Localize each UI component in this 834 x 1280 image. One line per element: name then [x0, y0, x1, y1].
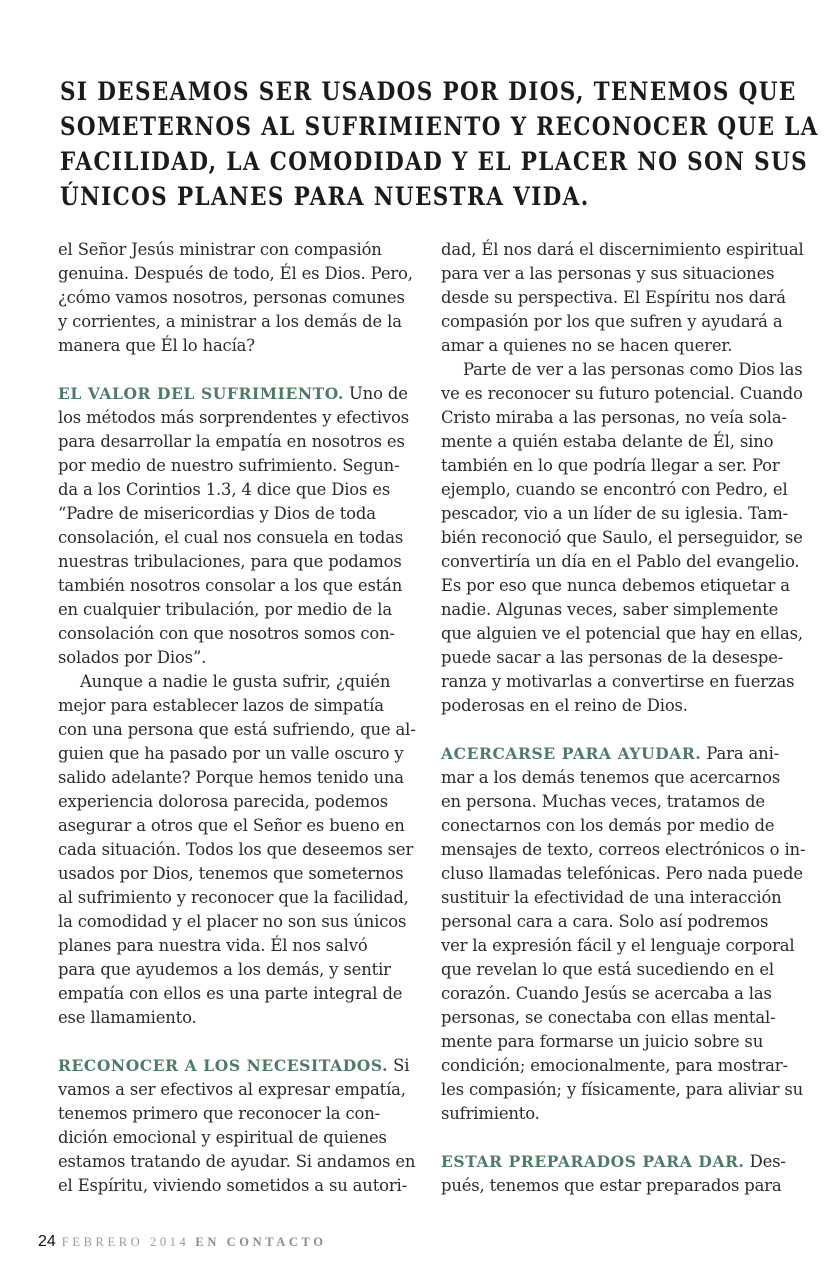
text-line: poderosas en el reino de Dios. — [441, 696, 688, 715]
text-line: experiencia dolorosa parecida, podemos — [58, 792, 389, 811]
text-line: y corrientes, a ministrar a los demás de la — [58, 312, 402, 331]
text-line: para ver a las personas y sus situaciones — [441, 264, 775, 283]
text-line: asegurar a otros que el Señor es bueno en — [58, 816, 405, 835]
section-el-valor-del-sufrimiento — [58, 382, 420, 670]
text-line: personal cara a cara. Solo así podremos — [441, 912, 769, 931]
text-line: Uno de — [343, 384, 408, 403]
text-line: corazón. Cuando Jesús se acercaba a las — [441, 984, 772, 1003]
text-line: planes para nuestra vida. Él nos salvó — [58, 936, 368, 955]
text-line: conectarnos con los demás por medio de — [441, 816, 775, 835]
text-line: salido adelante? Porque hemos tenido una — [58, 768, 404, 787]
text-line: para desarrollar la empatía en nosotros es — [58, 432, 405, 451]
page-number: 24 — [38, 1233, 56, 1250]
section-heading: RECONOCER A LOS NECESITADOS. — [58, 1056, 389, 1075]
text-line: vamos a ser efectivos al expresar empatía, — [58, 1080, 406, 1099]
pull-quote-line: SI DESEAMOS SER USADOS POR DIOS, TENEMOS QUE — [60, 77, 797, 106]
text-line: cada situación. Todos los que deseemos ser — [58, 840, 414, 859]
text-line: ¿cómo vamos nosotros, personas comunes — [58, 288, 405, 307]
text-line: Parte de ver a las personas como Dios las — [463, 360, 803, 379]
body-paragraph — [441, 358, 807, 718]
pull-quote-line: FACILIDAD, LA COMODIDAD Y EL PLACER NO SON SUS — [60, 147, 809, 176]
section-heading: ACERCARSE PARA AYUDAR. — [441, 744, 702, 763]
section-reconocer-a-los-necesitados — [58, 1054, 420, 1198]
text-line: Cristo miraba a las personas, no veía sola- — [441, 408, 787, 427]
text-line: mar a los demás tenemos que acercarnos — [441, 768, 781, 787]
text-line: en persona. Muchas veces, tratamos de — [441, 792, 765, 811]
text-line: compasión por los que sufren y ayudará a — [441, 312, 783, 331]
text-line: pescador, vio a un líder de su iglesia. Tam- — [441, 504, 788, 523]
text-line: los métodos más sorprendentes y efectivos — [58, 408, 410, 427]
body-paragraph — [58, 670, 420, 1030]
text-line: nadie. Algunas veces, saber simplemente — [441, 600, 779, 619]
magazine-title — [195, 1235, 326, 1250]
text-line: ejemplo, cuando se encontró con Pedro, el — [441, 480, 788, 499]
pull-quote-line: ÚNICOS PLANES PARA NUESTRA VIDA. — [60, 182, 590, 211]
text-line: genuina. Después de todo, Él es Dios. Pero, — [58, 264, 413, 283]
text-line: nuestras tribulaciones, para que podamos — [58, 552, 402, 571]
text-line: también nosotros consolar a los que están — [58, 576, 403, 595]
text-line: mejor para establecer lazos de simpatía — [58, 696, 384, 715]
right-column — [441, 238, 807, 1198]
text-line: mensajes de texto, correos electrónicos o in- — [441, 840, 806, 859]
text-line: mente para formarse un juicio sobre su — [441, 1032, 764, 1051]
text-line: la comodidad y el placer no son sus únicos — [58, 912, 407, 931]
text-line: guien que ha pasado por un valle oscuro y — [58, 744, 404, 763]
text-line: ese llamamiento. — [58, 1008, 197, 1027]
text-line: cluso llamadas telefónicas. Pero nada puede — [441, 864, 803, 883]
text-line: también en lo que podría llegar a ser. Por — [441, 456, 780, 475]
section-heading: ESTAR PREPARADOS PARA DAR. — [441, 1152, 745, 1171]
text-line: desde su perspectiva. El Espíritu nos dará — [441, 288, 786, 307]
text-line: Aunque a nadie le gusta sufrir, ¿quién — [80, 672, 391, 691]
text-line: dad, Él nos dará el discernimiento espiritual — [441, 240, 804, 259]
text-line: consolación con que nosotros somos con- — [58, 624, 395, 643]
pull-quote — [60, 74, 819, 214]
text-line: el Espíritu, viviendo sometidos a su autori- — [58, 1176, 408, 1195]
text-line: usados por Dios, tenemos que someternos — [58, 864, 404, 883]
text-line: mente a quién estaba delante de Él, sino — [441, 432, 774, 451]
text-line: les compasión; y físicamente, para aliviar su — [441, 1080, 803, 1099]
text-line: pués, tenemos que estar preparados para — [441, 1176, 782, 1195]
page-footer — [38, 1233, 327, 1253]
text-line: que alguien ve el potencial que hay en ellas, — [441, 624, 803, 643]
magazine-name: EN CONTACTO — [195, 1235, 327, 1249]
text-line: convertiría un día en el Pablo del evangelio. — [441, 552, 800, 571]
text-line: que revelan lo que está sucediendo en el — [441, 960, 775, 979]
text-line: en cualquier tribulación, por medio de la — [58, 600, 392, 619]
text-line: consolación, el cual nos consuela en todas — [58, 528, 404, 547]
pull-quote-line: SOMETERNOS AL SUFRIMIENTO Y RECONOCER QUE LA — [60, 112, 819, 141]
text-line: ve es reconocer su futuro potencial. Cuando — [441, 384, 803, 403]
text-line: estamos tratando de ayudar. Si andamos en — [58, 1152, 416, 1171]
text-line: por medio de nuestro sufrimiento. Segun- — [58, 456, 400, 475]
text-line: Si — [388, 1056, 410, 1075]
text-line: bién reconoció que Saulo, el perseguidor, se — [441, 528, 803, 547]
text-line: tenemos primero que reconocer la con- — [58, 1104, 381, 1123]
text-line: con una persona que está sufriendo, que al- — [58, 720, 416, 739]
text-line: solados por Dios”. — [58, 648, 207, 667]
section-estar-preparados-para-dar — [441, 1150, 807, 1198]
text-line: Es por eso que nunca debemos etiquetar a — [441, 576, 790, 595]
text-line: para que ayudemos a los demás, y sentir — [58, 960, 391, 979]
text-line: manera que Él lo hacía? — [58, 336, 255, 355]
text-line: personas, se conectaba con ellas mental- — [441, 1008, 776, 1027]
text-line: el Señor Jesús ministrar con compasión — [58, 240, 382, 259]
text-line: sufrimiento. — [441, 1104, 540, 1123]
intro-paragraph — [58, 238, 420, 358]
text-line: sustituir la efectividad de una interacción — [441, 888, 782, 907]
text-line: “Padre de misericordias y Dios de toda — [58, 504, 376, 523]
text-line: dición emocional y espiritual de quienes — [58, 1128, 387, 1147]
text-line: puede sacar a las personas de la desespe- — [441, 648, 784, 667]
text-line: da a los Corintios 1.3, 4 dice que Dios es — [58, 480, 391, 499]
issue-date: FEBRERO 2014 — [61, 1235, 190, 1249]
text-line: Des- — [744, 1152, 786, 1171]
text-line: amar a quienes no se hacen querer. — [441, 336, 733, 355]
text-line: Para ani- — [701, 744, 780, 763]
left-column — [58, 238, 420, 1198]
text-line: condición; emocionalmente, para mostrar- — [441, 1056, 788, 1075]
section-acercarse-para-ayudar — [441, 742, 807, 1126]
text-line: empatía con ellos es una parte integral de — [58, 984, 403, 1003]
section-heading: EL VALOR DEL SUFRIMIENTO. — [58, 384, 344, 403]
text-line: ranza y motivarlas a convertirse en fuerzas — [441, 672, 795, 691]
body-paragraph — [441, 238, 807, 358]
text-line: ver la expresión fácil y el lenguaje corporal — [441, 936, 795, 955]
text-line: al sufrimiento y reconocer que la facilidad, — [58, 888, 409, 907]
